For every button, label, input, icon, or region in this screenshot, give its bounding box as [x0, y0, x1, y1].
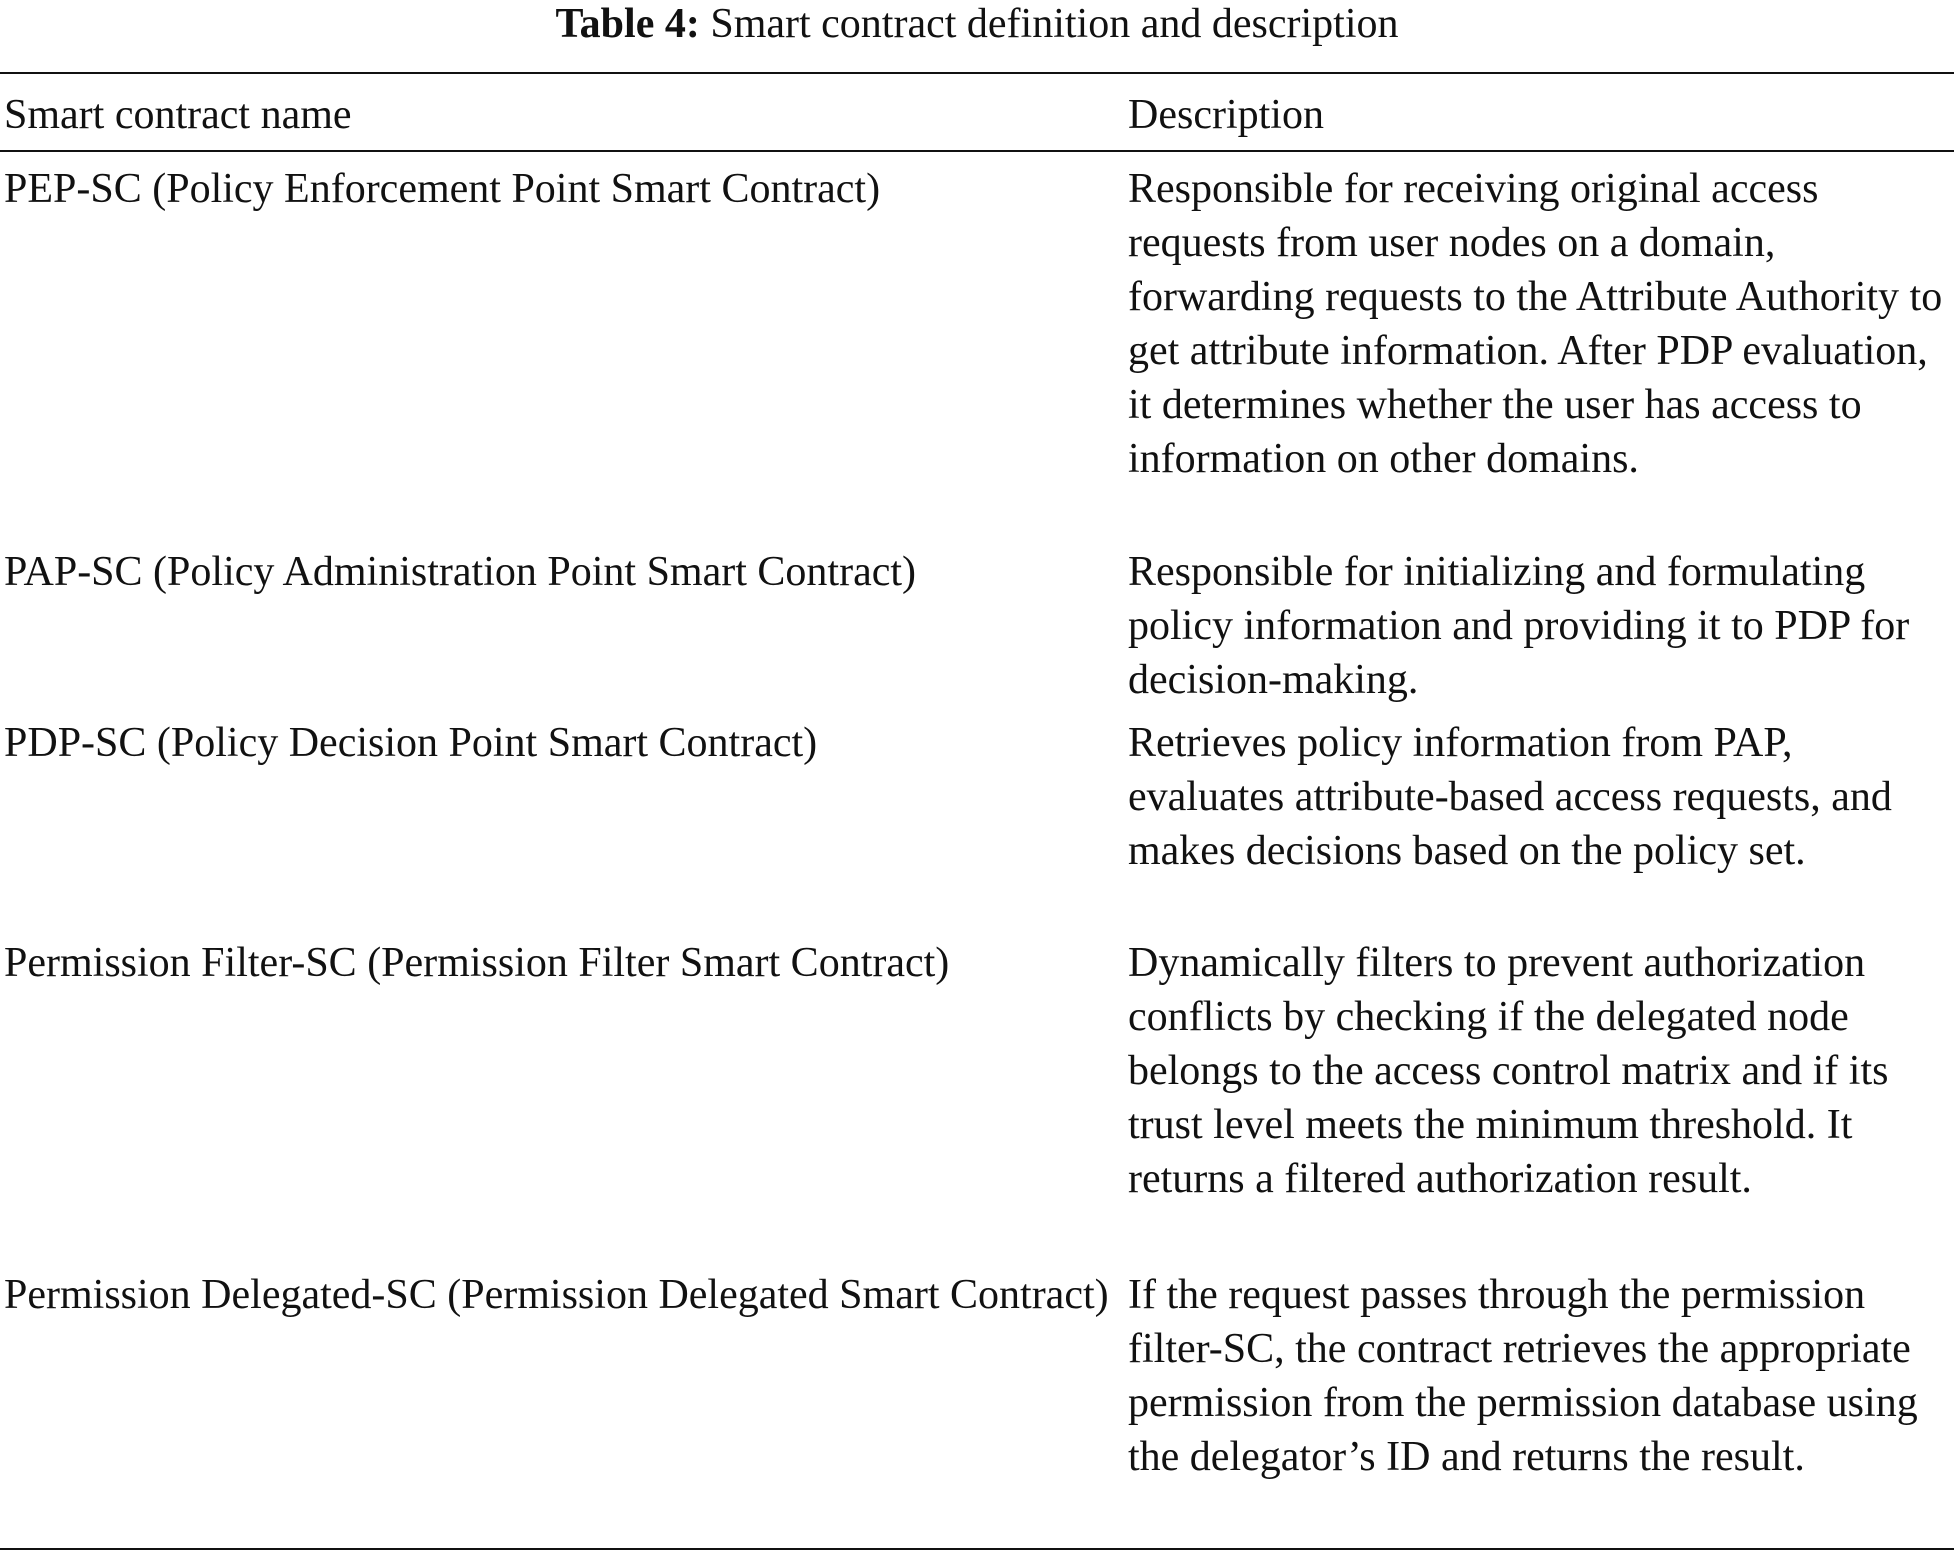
- cell-description: Responsible for receiving original access requests from user nodes on a domain, forwarding requests to the Attribute Authority to get attribute information. After PDP evaluation, it determines whether the user has access to information on other domains.: [1128, 166, 1943, 482]
- cell-description: Dynamically filters to prevent authorization conflicts by checking if the delegated node belongs to the access control matrix and if its trust level meets the minimum threshold. It returns a filtered authorization result.: [1128, 940, 1889, 1202]
- header-smart-contract-name: Smart contract name: [4, 92, 352, 138]
- table-caption-label: Table 4:: [555, 1, 700, 47]
- table-row: [0, 152, 1954, 535]
- table-row: [0, 926, 1954, 1258]
- table-row: [0, 535, 1954, 706]
- table-caption-text: Smart contract definition and description: [710, 1, 1399, 47]
- table-row: [0, 706, 1954, 926]
- cell-contract-name: Permission Filter-SC (Permission Filter Smart Contract): [4, 940, 950, 986]
- cell-description: Responsible for initializing and formulating policy information and providing it to PDP for decision-making.: [1128, 549, 1910, 703]
- table-header-row: [0, 74, 1954, 152]
- cell-contract-name: PDP-SC (Policy Decision Point Smart Contract): [4, 720, 818, 766]
- cell-contract-name: PAP-SC (Policy Administration Point Smart Contract): [4, 549, 917, 595]
- table-row: [0, 1258, 1954, 1548]
- table-caption: [0, 0, 1954, 48]
- cell-description: If the request passes through the permission filter-SC, the contract retrieves the appropriate permission from the permission database using the delegator’s ID and returns the result.: [1128, 1272, 1918, 1480]
- header-description: Description: [1128, 92, 1324, 138]
- cell-contract-name: Permission Delegated-SC (Permission Delegated Smart Contract): [4, 1272, 1109, 1318]
- smart-contract-table: [0, 72, 1954, 1550]
- cell-contract-name: PEP-SC (Policy Enforcement Point Smart Contract): [4, 166, 881, 212]
- cell-description: Retrieves policy information from PAP, evaluates attribute-based access requests, and makes decisions based on the policy set.: [1128, 720, 1892, 874]
